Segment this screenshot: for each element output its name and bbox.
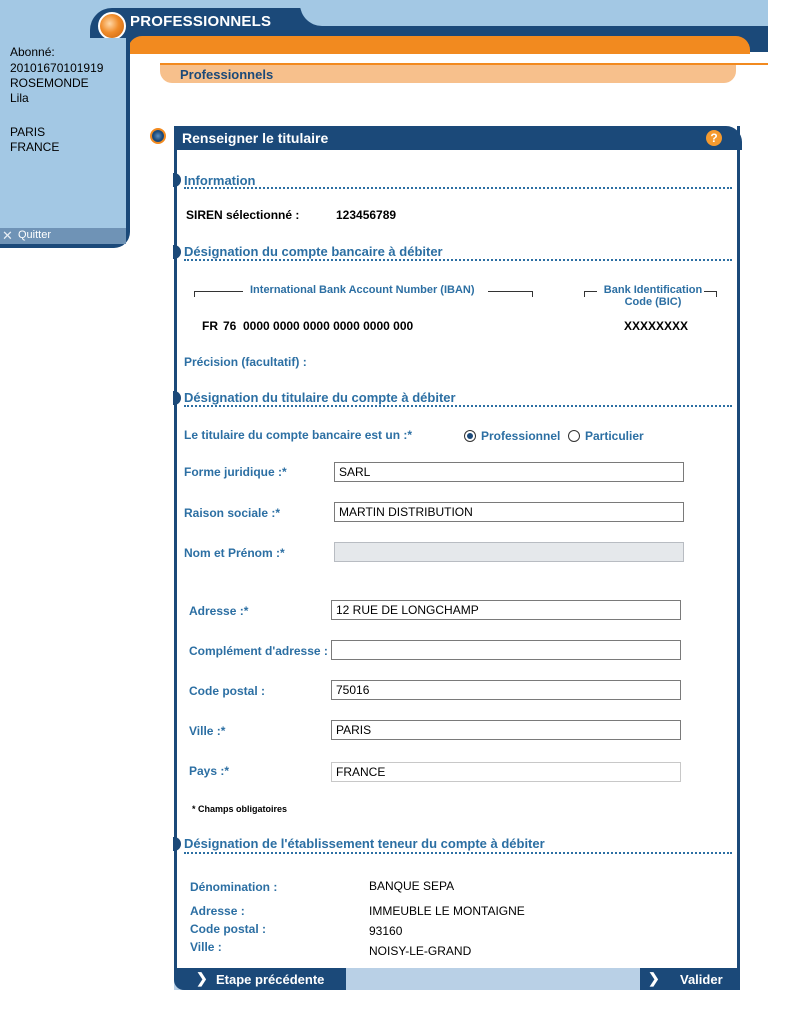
pays-label: Pays :*: [189, 764, 230, 778]
previous-step-button[interactable]: [174, 968, 346, 990]
required-fields-note: * Champs obligatoires: [192, 804, 288, 814]
iban-number: 0000 0000 0000 0000 0000 000: [243, 319, 414, 333]
close-x-icon[interactable]: ✕: [2, 228, 13, 243]
adresse-input[interactable]: 12 RUE DE LONGCHAMP: [331, 600, 681, 620]
bic-header-line1: Bank Identification: [603, 284, 703, 296]
bic-bracket-left: [584, 291, 597, 297]
subscriber-city: PARIS: [10, 125, 46, 139]
raison-sociale-input[interactable]: MARTIN DISTRIBUTION: [334, 502, 684, 522]
bic-header: [598, 284, 708, 308]
institution-address-label: Adresse :: [190, 904, 245, 918]
nom-prenom-input[interactable]: [334, 542, 684, 562]
institution-city-label: Ville :: [190, 940, 222, 954]
complement-adresse-label: Complément d'adresse :: [189, 644, 328, 658]
iban-bracket-left: [194, 291, 243, 297]
iban-bracket-right: [488, 291, 533, 297]
previous-step-label: Etape précédente: [216, 972, 325, 987]
section-information-title: Information: [184, 173, 256, 188]
orange-band: [128, 36, 750, 54]
section-tab-title[interactable]: Professionnels: [180, 67, 274, 82]
quit-label[interactable]: Quitter: [18, 229, 52, 241]
institution-address-value: IMMEUBLE LE MONTAIGNE: [369, 904, 525, 918]
section-divider: [184, 187, 732, 189]
institution-cp-label: Code postal :: [190, 922, 267, 936]
section-holder-title: Désignation du titulaire du compte à débiter: [184, 390, 456, 405]
help-icon[interactable]: ?: [706, 130, 722, 146]
subscriber-country: FRANCE: [10, 140, 60, 154]
validate-label: Valider: [680, 972, 723, 987]
subscriber-label: Abonné:: [10, 45, 55, 59]
pays-input[interactable]: FRANCE: [331, 762, 681, 782]
bic-bracket-right: [704, 291, 717, 297]
banner-background: [300, 0, 768, 26]
adresse-label: Adresse :*: [189, 604, 249, 618]
subscriber-id: 20101670101919: [10, 61, 104, 75]
institution-city-value: NOISY-LE-GRAND: [369, 944, 472, 958]
nom-prenom-label: Nom et Prénom :*: [184, 546, 285, 560]
chevron-right-icon: ❯: [648, 970, 660, 986]
raison-sociale-label: Raison sociale :*: [184, 506, 281, 520]
complement-adresse-input[interactable]: [331, 640, 681, 660]
forme-juridique-label: Forme juridique :*: [184, 465, 287, 479]
denomination-label: Dénomination :: [190, 880, 278, 894]
radio-professionnel-label[interactable]: Professionnel: [481, 429, 561, 443]
brand-title: PROFESSIONNELS: [130, 13, 272, 30]
denomination-value: BANQUE SEPA: [369, 879, 455, 893]
bic-value: XXXXXXXX: [624, 319, 689, 333]
radio-professionnel[interactable]: [464, 430, 476, 442]
holder-type-label: Le titulaire du compte bancaire est un :*: [184, 428, 413, 442]
section-divider: [184, 852, 732, 854]
ville-label: Ville :*: [189, 724, 226, 738]
section-bank-account-title: Désignation du compte bancaire à débiter: [184, 244, 443, 259]
radio-particulier-label[interactable]: Particulier: [585, 429, 644, 443]
ville-input[interactable]: PARIS: [331, 720, 681, 740]
radio-particulier[interactable]: [568, 430, 580, 442]
precision-label: Précision (facultatif) :: [184, 355, 307, 369]
section-divider: [184, 405, 732, 407]
form-panel-title: Renseigner le titulaire: [182, 130, 329, 146]
section-institution-title: Désignation de l'établissement teneur du compte à débiter: [184, 836, 545, 851]
siren-value: 123456789: [336, 208, 397, 222]
subscriber-first-name: Lila: [10, 91, 29, 105]
iban-header: International Bank Account Number (IBAN): [250, 284, 475, 296]
iban-key: 76: [223, 319, 237, 333]
iban-country: FR: [202, 319, 218, 333]
chevron-right-icon: ❯: [196, 970, 208, 986]
validate-button[interactable]: [640, 968, 740, 990]
siren-label: SIREN sélectionné :: [186, 208, 300, 222]
code-postal-input[interactable]: 75016: [331, 680, 681, 700]
code-postal-label: Code postal :: [189, 684, 266, 698]
bic-header-line2: Code (BIC): [624, 296, 682, 308]
globe-bullet-icon: [150, 128, 166, 144]
forme-juridique-input[interactable]: SARL: [334, 462, 684, 482]
subscriber-last-name: ROSEMONDE: [10, 76, 89, 90]
institution-cp-value: 93160: [369, 924, 403, 938]
brand-logo-icon: [98, 12, 126, 40]
section-divider: [184, 259, 732, 261]
